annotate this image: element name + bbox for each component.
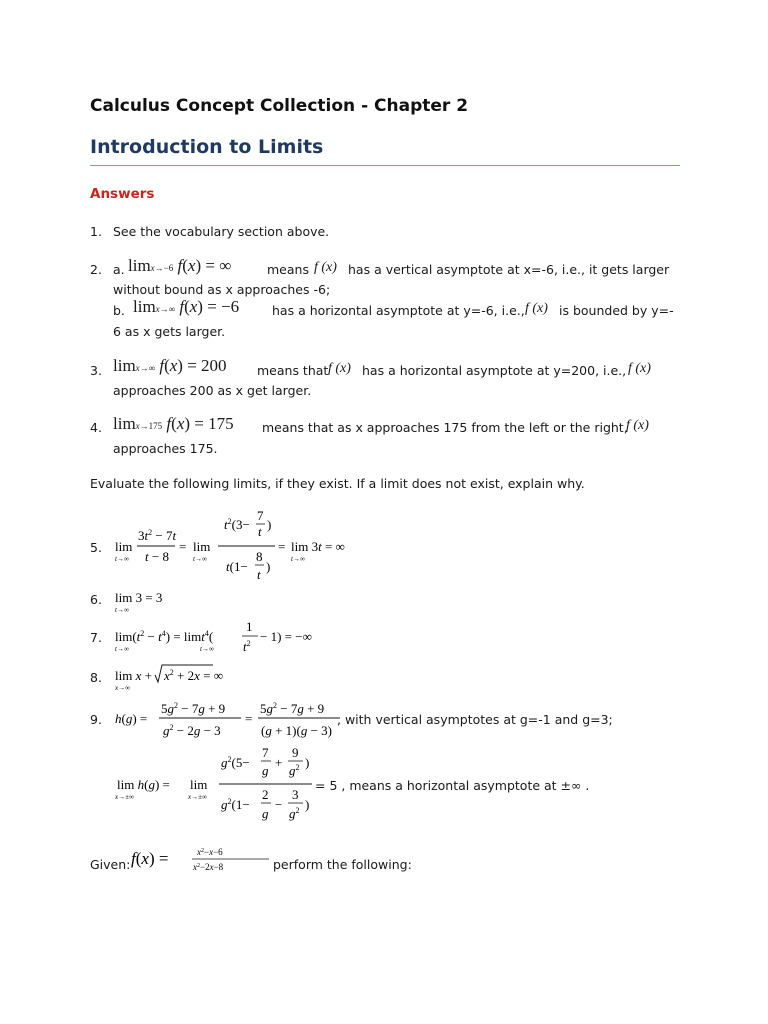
svg-text:=: = [245,711,253,726]
svg-text:x→∞: x→∞ [115,684,131,692]
answer-4-text2: approaches 175. [113,441,218,456]
svg-text:f(x) =: f(x) = [131,849,169,868]
given-text: perform the following: [273,857,412,872]
svg-text:x→±∞: x→±∞ [115,793,134,801]
svg-text:): ) [305,797,310,812]
answers-heading: Answers [90,186,155,202]
answer-3-text3: approaches 200 as x get larger. [113,383,312,398]
answer-1-number: 1. [90,224,102,239]
problem-9-text2: = 5 , means a horizontal asymptote at ±∞ . [315,778,590,793]
answer-3-text: means that [257,363,329,378]
svg-text:−: − [275,797,283,812]
svg-text:7: 7 [262,745,269,760]
svg-text:): ) [267,517,272,532]
svg-text:=: = [278,539,286,554]
chapter-heading: Calculus Concept Collection - Chapter 2 [90,96,469,116]
svg-text:g2(1−: $g^2(1-$ [221,797,250,812]
problem-5-formula [115,508,375,586]
problem-9-limit-formula [115,744,345,828]
svg-text:x2−x−6: $x^2-x-6$ [197,847,223,857]
answer-3-fx: f (x) [328,361,351,376]
svg-text:8: 8 [256,549,263,564]
svg-text:t→∞: t→∞ [115,555,129,563]
svg-text:t2(3−: $t^2(3-$ [224,517,250,532]
svg-text:lim: lim [115,539,133,554]
instruction-text: Evaluate the following limits, if they exist. If a limit does not exist, explain why. [90,476,585,491]
problem-6-number: 6. [90,592,102,607]
problem-6-formula [115,588,195,616]
svg-text:t→∞: t→∞ [200,645,214,653]
answer-2b-text3: 6 as x gets larger. [113,324,226,339]
svg-text:t2: $t^2$ [243,639,251,654]
answer-4-formula: limx→175 f(x) = 175 [113,414,234,433]
svg-text:lim(t2 − t4) = limt4(: $\lim(t^2 - t^4) = \lim t^4$( [115,629,214,644]
given-formula [131,843,276,877]
svg-text:9: 9 [292,745,299,760]
answer-2b-fx: f (x) [525,301,548,316]
problem-8-formula [115,660,275,694]
svg-text:=: = [179,539,187,554]
answer-2b-text: has a horizontal asymptote at y=-6, i.e., [272,303,525,318]
answer-2a-formula: limx→−6 f(x) = ∞ [128,256,232,275]
svg-text:g2: $g^2$ [289,763,300,778]
problem-9-formula [115,696,345,742]
answer-4-text: means that as x approaches 175 from the left or the right, [262,420,628,435]
page-title: Introduction to Limits [90,136,324,158]
svg-text:t: t [257,567,261,582]
title-divider [90,165,680,166]
svg-text:7: 7 [257,508,264,523]
svg-text:t: t [258,524,262,539]
svg-text:− 1) = −∞: − 1) = −∞ [260,629,312,644]
svg-text:3t2 − 7t: $3t^2 - 7t$ [138,528,177,543]
svg-text:t→∞: t→∞ [291,555,305,563]
svg-text:x2−2x−8: $x^2-2x-8$ [193,862,224,872]
svg-text:t→∞: t→∞ [115,645,129,653]
svg-text:x2 + 2x = ∞: $x^2 + 2x$ = ∞ [164,668,224,683]
svg-text:lim 3t = ∞: lim 3t = ∞ [291,539,345,554]
answer-2a-text: means [267,262,309,277]
answer-2b-text2: is bounded by y=- [559,303,674,318]
svg-text:g: g [262,763,269,778]
svg-text:x→±∞: x→±∞ [188,793,207,801]
svg-text:h(g) =: h(g) = [115,711,148,726]
svg-text:lim x +: lim x + [115,668,152,683]
problem-9-number: 9. [90,712,102,727]
svg-text:): ) [305,755,310,770]
svg-text:+: + [275,755,283,770]
answer-3-fx2: f (x) [628,361,651,376]
svg-text:): ) [266,559,271,574]
svg-text:lim: lim [193,539,211,554]
answer-2a-text3: without bound as x approaches -6; [113,282,331,297]
problem-7-number: 7. [90,630,102,645]
answer-2-number: 2. [90,262,102,277]
answer-4-number: 4. [90,420,102,435]
answer-3-number: 3. [90,363,102,378]
svg-text:lim: lim [190,777,208,792]
svg-text:1: 1 [246,619,253,634]
given-label: Given: [90,857,131,872]
problem-5-number: 5. [90,540,102,555]
svg-text:2: 2 [262,787,269,802]
answer-4-fx: f (x) [626,418,649,433]
answer-3-formula: limx→∞ f(x) = 200 [113,356,227,375]
problem-7-formula [115,616,375,664]
svg-text:5g2 − 7g + 9: $5g^2 - 7g + 9$ [161,701,226,716]
svg-text:lim h(g) =: lim h(g) = [117,777,170,792]
answer-2b-formula: limx→∞ f(x) = −6 [133,297,240,316]
answer-2a-fx: f (x) [314,260,337,275]
svg-text:g: g [262,806,269,821]
svg-text:t→∞: t→∞ [115,606,129,614]
svg-text:(g + 1)(g − 3): (g + 1)(g − 3) [261,723,333,738]
svg-text:t→∞: t→∞ [193,555,207,563]
svg-text:t(1−: t(1− [226,559,248,574]
svg-text:5g2 − 7g + 9: $5g^2 - 7g + 9$ [260,701,325,716]
answer-2a-text2: has a vertical asymptote at x=-6, i.e., it gets larger [348,262,670,277]
svg-text:3: 3 [292,787,299,802]
answer-1-text: See the vocabulary section above. [113,224,330,239]
svg-text:lim 3 = 3: lim 3 = 3 [115,590,163,605]
answer-3-text2: has a horizontal asymptote at y=200, i.e., [362,363,627,378]
problem-9-text: , with vertical asymptotes at g=-1 and g=3; [337,712,613,727]
svg-text:g2(5−: $g^2(5-$ [221,755,250,770]
answer-2a-label: a. [113,262,125,277]
svg-text:g2: $g^2$ [289,806,300,821]
svg-text:t − 8: t − 8 [145,549,169,564]
problem-8-number: 8. [90,670,102,685]
answer-2b-label: b. [113,303,125,318]
svg-text:g2 − 2g − 3: $g^2 - 2g - 3$ [163,723,221,738]
